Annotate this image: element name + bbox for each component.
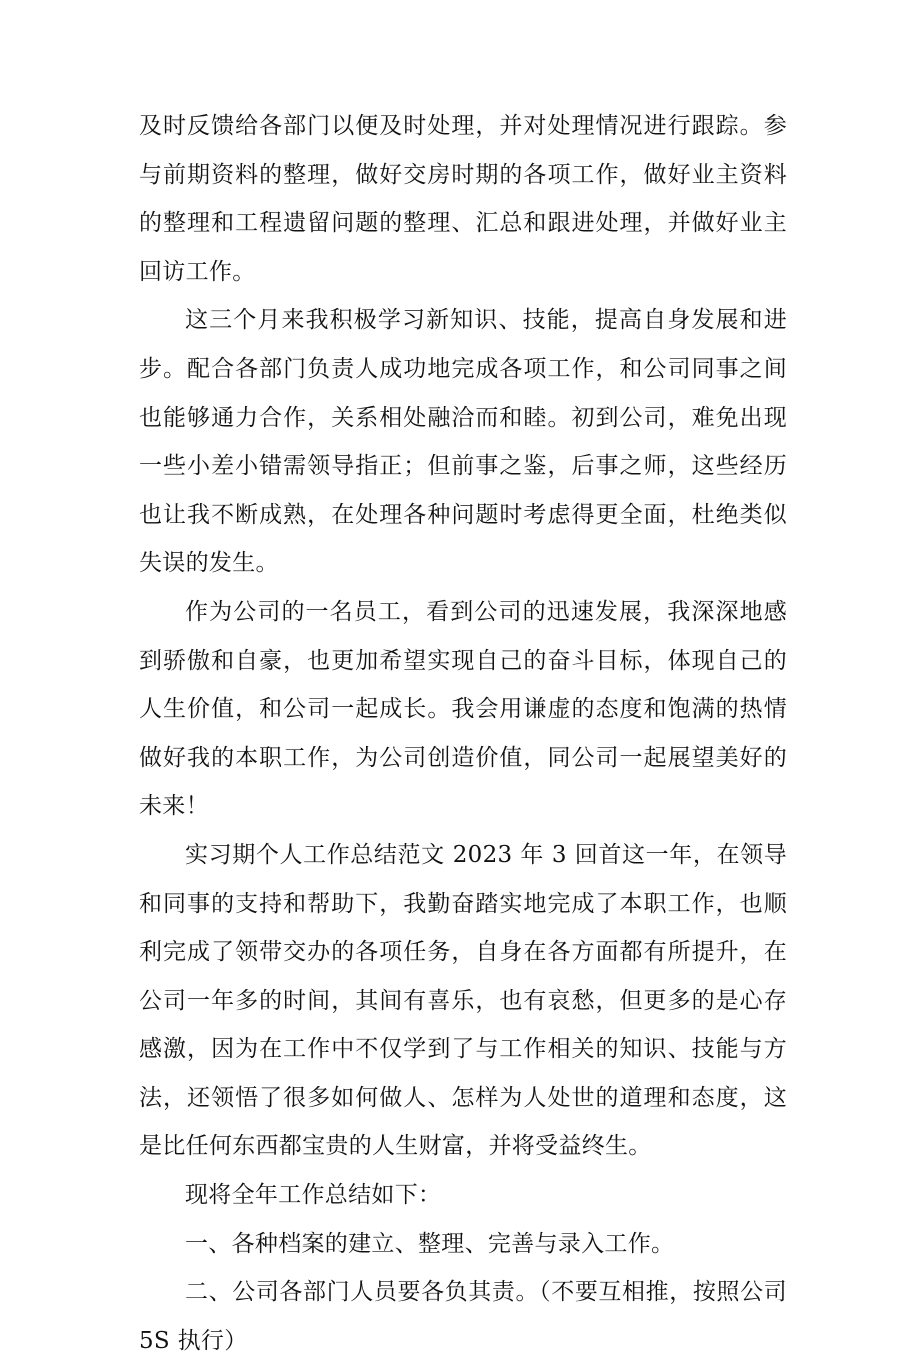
paragraph-6: 一、各种档案的建立、整理、完善与录入工作。 — [185, 1230, 675, 1257]
paragraph-5: 现将全年工作总结如下： — [185, 1182, 442, 1209]
paragraph-2: 这三个月来我积极学习新知识、技能，提高自身发展和进步。配合各部门负责人成功地完成各项工作，和公司同事之间也能够通力合作，关系相处融洽而和睦。初到公司，难免出现一些小差小错需领导指正；但前事之鉴，后事之师，这些经历也让我不断成熟，在处理各种问题时考虑得更全面，杜绝类似失误的发生。 — [139, 307, 787, 577]
paragraph-4: 实习期个人工作总结范文 2023 年 3 回首这一年，在领导和同事的支持和帮助下，我勤奋踏实地完成了本职工作，也顺利完成了领带交办的各项任务，自身在各方面都有所提升，在公司一年多的时间，其间有喜乐，也有哀愁，但更多的是心存感激，因为在工作中不仅学到了与工作相关的知识、技能与方法，还领悟了很多如何做人、怎样为人处世的道理和态度，这是比任何东西都宝贵的人生财富，并将受益终生。 — [139, 841, 787, 1160]
paragraph-7: 二、公司各部门人员要各负其责。（不要互相推，按照公司 5S 执行） — [139, 1279, 787, 1354]
document-body — [139, 102, 787, 1365]
paragraph-3: 作为公司的一名员工，看到公司的迅速发展，我深深地感到骄傲和自豪，也更加希望实现自己的奋斗目标，体现自己的人生价值，和公司一起成长。我会用谦虚的态度和饱满的热情做好我的本职工作，为公司创造价值，同公司一起展望美好的未来！ — [139, 598, 787, 820]
paragraph-1: 及时反馈给各部门以便及时处理，并对处理情况进行跟踪。参与前期资料的整理，做好交房时期的各项工作，做好业主资料的整理和工程遗留问题的整理、汇总和跟进处理，并做好业主回访工作。 — [139, 113, 787, 285]
